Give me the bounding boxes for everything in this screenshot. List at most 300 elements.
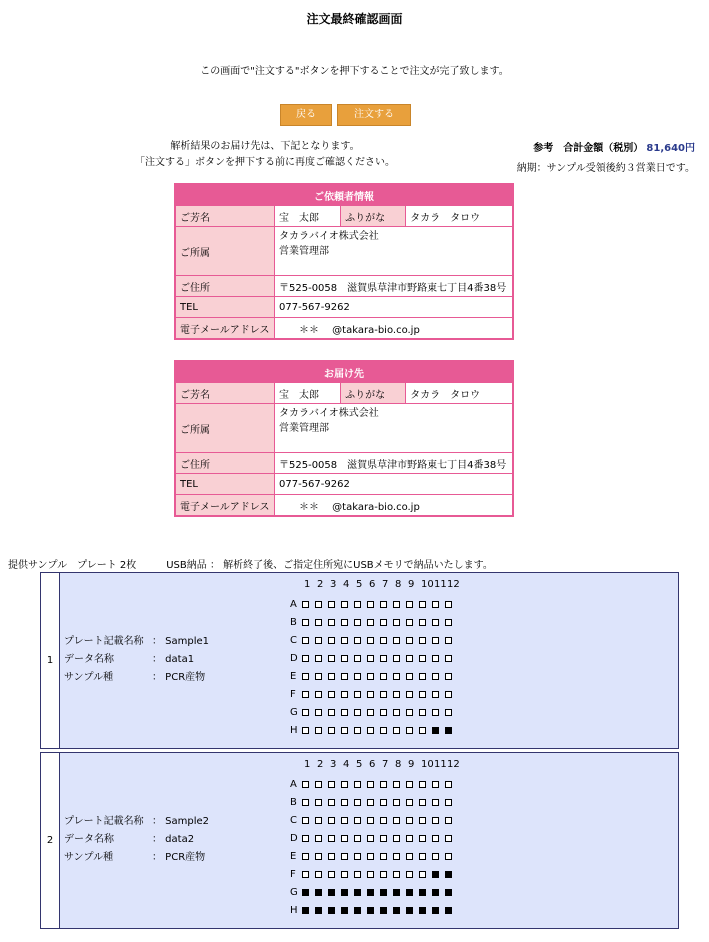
well-cell (315, 853, 322, 860)
well-cell (367, 655, 374, 662)
well-cell (367, 637, 374, 644)
well-cell (367, 889, 374, 896)
well-cell (328, 691, 335, 698)
name-value: 宝 太郎 (275, 206, 341, 227)
well-cell (380, 817, 387, 824)
well-cell (315, 889, 322, 896)
well-cell (341, 601, 348, 608)
well-cell (445, 889, 452, 896)
well-cell (354, 673, 361, 680)
well-cell (341, 889, 348, 896)
well-cell (302, 637, 309, 644)
well-cell (315, 637, 322, 644)
kana-label: ふりがな (341, 206, 406, 227)
well-cell (328, 619, 335, 626)
well-row (290, 829, 460, 847)
plate-card (40, 572, 679, 749)
well-row (290, 649, 460, 667)
well-row (290, 883, 460, 901)
org-line-2: 営業管理部 (279, 246, 329, 257)
well-cell (380, 637, 387, 644)
well-cell (393, 601, 400, 608)
data-name-row (64, 831, 209, 849)
well-cell (445, 691, 452, 698)
column-label: 8 (395, 579, 402, 590)
well-row (290, 667, 460, 685)
plate-name-row (64, 633, 209, 651)
well-cell (393, 907, 400, 914)
column-label: 10 (421, 579, 434, 590)
delivery-note (110, 139, 420, 171)
well-cell (419, 907, 426, 914)
delivery-table (174, 360, 514, 517)
well-cell (406, 619, 413, 626)
well-row (290, 685, 460, 703)
well-cell (302, 655, 309, 662)
well-cell (445, 727, 452, 734)
requester-table (174, 183, 514, 340)
well-cell (354, 691, 361, 698)
well-cell (419, 709, 426, 716)
well-cell (302, 907, 309, 914)
well-cell (432, 871, 439, 878)
row-label: F (290, 868, 296, 880)
well-cell (393, 817, 400, 824)
sample-type-label: サンプル種 (64, 672, 114, 683)
column-label: 11 (434, 579, 447, 590)
column-label: 3 (330, 759, 337, 770)
column-label: 10 (421, 759, 434, 770)
row-label: G (290, 706, 298, 718)
well-cell (380, 799, 387, 806)
well-cell (432, 673, 439, 680)
well-cell (315, 673, 322, 680)
well-cell (315, 907, 322, 914)
row-label: B (290, 796, 297, 808)
well-cell (354, 709, 361, 716)
column-label: 5 (356, 759, 363, 770)
email-label: 電子メールアドレス (175, 318, 275, 340)
sample-type-value: ： PCR産物 (152, 852, 206, 863)
well-cell (419, 799, 426, 806)
well-cell (341, 781, 348, 788)
tel-value: 077-567-9262 (275, 297, 514, 318)
well-cell (341, 709, 348, 716)
well-cell (445, 619, 452, 626)
well-cell (367, 619, 374, 626)
plate-body (60, 573, 678, 748)
well-cell (393, 727, 400, 734)
column-label: 7 (382, 759, 389, 770)
plate-info (64, 813, 209, 867)
well-cell (380, 871, 387, 878)
requester-section (174, 183, 514, 340)
row-label: D (290, 832, 298, 844)
column-label: 9 (408, 759, 415, 770)
well-cell (432, 835, 439, 842)
well-cell (367, 799, 374, 806)
well-cell (406, 871, 413, 878)
well-cell (432, 799, 439, 806)
well-cell (393, 853, 400, 860)
delivery-heading: お届け先 (175, 361, 513, 383)
plate-name-row (64, 813, 209, 831)
well-cell (445, 673, 452, 680)
well-cell (341, 619, 348, 626)
row-label: A (290, 598, 297, 610)
requester-heading: ご依頼者情報 (175, 184, 513, 206)
org-line-1: タカラバイオ株式会社 (279, 231, 379, 242)
sample-summary: 提供サンプル プレート 2枚 USB納品 ： 解析終了後、ご指定住所宛にUSBメモリで納品いたします。 (8, 560, 493, 571)
well-cell (315, 619, 322, 626)
row-label: A (290, 778, 297, 790)
well-cell (302, 781, 309, 788)
org-value (275, 227, 514, 276)
well-cell (432, 907, 439, 914)
well-cell (406, 727, 413, 734)
well-cell (302, 727, 309, 734)
well-cell (393, 691, 400, 698)
column-label: 7 (382, 579, 389, 590)
well-cell (419, 853, 426, 860)
address-label: ご住所 (175, 453, 275, 474)
tel-value: 077-567-9262 (275, 474, 514, 495)
sample-type-label: サンプル種 (64, 852, 114, 863)
well-cell (354, 853, 361, 860)
well-cell (432, 637, 439, 644)
well-cell (406, 601, 413, 608)
well-cell (315, 799, 322, 806)
data-name-label: データ名称 (64, 834, 114, 845)
well-cell (354, 655, 361, 662)
well-cell (341, 907, 348, 914)
plate-name-label: プレート記載名称 (64, 636, 144, 647)
tel-label: TEL (175, 474, 275, 495)
well-cell (380, 853, 387, 860)
well-cell (367, 853, 374, 860)
well-cell (406, 655, 413, 662)
well-cell (432, 619, 439, 626)
well-cell (419, 889, 426, 896)
well-cell (315, 727, 322, 734)
total-summary (480, 139, 695, 179)
column-label: 6 (369, 759, 376, 770)
delivery-time: 納期：サンプル受領後約３営業日です。 (516, 163, 695, 174)
well-cell (354, 601, 361, 608)
column-header (304, 759, 460, 775)
well-cell (328, 799, 335, 806)
well-cell (445, 871, 452, 878)
row-label: B (290, 616, 297, 628)
well-cell (380, 781, 387, 788)
column-label: 4 (343, 759, 350, 770)
kana-value: タカラ タロウ (406, 206, 513, 227)
well-cell (367, 907, 374, 914)
column-label: 2 (317, 759, 324, 770)
well-cell (302, 799, 309, 806)
well-cell (445, 835, 452, 842)
well-cell (406, 673, 413, 680)
well-cell (341, 655, 348, 662)
well-grid (290, 759, 460, 919)
sample-type-row (64, 849, 209, 867)
well-cell (354, 727, 361, 734)
row-label: D (290, 652, 298, 664)
well-cell (406, 907, 413, 914)
well-cell (302, 619, 309, 626)
well-cell (445, 655, 452, 662)
well-cell (406, 817, 413, 824)
column-label: 1 (304, 759, 311, 770)
well-row (290, 811, 460, 829)
well-cell (367, 871, 374, 878)
column-label: 11 (434, 759, 447, 770)
well-cell (354, 835, 361, 842)
well-cell (419, 673, 426, 680)
well-cell (341, 727, 348, 734)
well-cell (380, 691, 387, 698)
well-row (290, 595, 460, 613)
well-cell (406, 709, 413, 716)
well-cell (354, 871, 361, 878)
well-cell (315, 781, 322, 788)
sample-type-row (64, 669, 209, 687)
plate-info (64, 633, 209, 687)
well-row (290, 721, 460, 739)
well-cell (445, 817, 452, 824)
well-cell (432, 709, 439, 716)
tel-label: TEL (175, 297, 275, 318)
well-cell (341, 853, 348, 860)
well-row (290, 865, 460, 883)
name-value: 宝 太郎 (275, 383, 341, 404)
note-line-1: 解析結果のお届け先は、下記となります。 (170, 141, 360, 152)
row-label: E (290, 670, 297, 682)
well-cell (406, 637, 413, 644)
well-cell (380, 727, 387, 734)
well-cell (380, 601, 387, 608)
org-value (275, 404, 514, 453)
well-cell (367, 727, 374, 734)
well-cell (328, 673, 335, 680)
org-label: ご所属 (175, 404, 275, 453)
well-cell (341, 817, 348, 824)
address-label: ご住所 (175, 276, 275, 297)
well-cell (393, 655, 400, 662)
kana-label: ふりがな (341, 383, 406, 404)
note-line-2: 「注文する」ボタンを押下する前に再度ご確認ください。 (135, 157, 395, 168)
well-cell (328, 853, 335, 860)
well-cell (328, 637, 335, 644)
well-cell (406, 835, 413, 842)
well-cell (419, 655, 426, 662)
well-cell (302, 691, 309, 698)
well-cell (341, 637, 348, 644)
well-row (290, 631, 460, 649)
column-label: 5 (356, 579, 363, 590)
well-cell (367, 781, 374, 788)
well-cell (367, 817, 374, 824)
org-line-2: 営業管理部 (279, 423, 329, 434)
well-cell (367, 601, 374, 608)
well-cell (445, 781, 452, 788)
well-row (290, 775, 460, 793)
well-cell (367, 835, 374, 842)
email-value: ＊＊ @takara-bio.co.jp (275, 495, 514, 517)
plate-card (40, 752, 679, 929)
well-cell (419, 601, 426, 608)
well-cell (432, 781, 439, 788)
plate-body (60, 753, 678, 928)
well-row (290, 703, 460, 721)
page-title: 注文最終確認画面 (306, 12, 403, 26)
column-label: 12 (447, 759, 460, 770)
row-label: E (290, 850, 297, 862)
well-cell (328, 781, 335, 788)
well-cell (445, 601, 452, 608)
well-cell (328, 871, 335, 878)
sample-type-value: ： PCR産物 (152, 672, 206, 683)
well-cell (328, 889, 335, 896)
well-cell (445, 907, 452, 914)
well-cell (380, 907, 387, 914)
well-cell (302, 817, 309, 824)
column-label: 1 (304, 579, 311, 590)
well-cell (432, 817, 439, 824)
well-cell (328, 835, 335, 842)
well-cell (406, 853, 413, 860)
column-label: 4 (343, 579, 350, 590)
well-cell (393, 799, 400, 806)
data-name-label: データ名称 (64, 654, 114, 665)
order-button[interactable]: 注文する (337, 104, 411, 126)
well-cell (341, 691, 348, 698)
well-cell (354, 637, 361, 644)
well-cell (432, 889, 439, 896)
well-cell (302, 871, 309, 878)
plate-name-value: ： Sample1 (152, 636, 210, 647)
well-cell (315, 835, 322, 842)
well-cell (380, 619, 387, 626)
well-cell (302, 673, 309, 680)
well-cell (302, 889, 309, 896)
well-cell (393, 673, 400, 680)
org-label: ご所属 (175, 227, 275, 276)
column-label: 12 (447, 579, 460, 590)
row-label: H (290, 724, 298, 736)
row-label: G (290, 886, 298, 898)
well-cell (367, 691, 374, 698)
well-cell (328, 907, 335, 914)
email-label: 電子メールアドレス (175, 495, 275, 517)
column-header (304, 579, 460, 595)
well-cell (432, 601, 439, 608)
plate-name-label: プレート記載名称 (64, 816, 144, 827)
address-value: 〒525-0058 滋賀県草津市野路東七丁目4番38号 (275, 453, 514, 474)
well-cell (328, 709, 335, 716)
column-label: 9 (408, 579, 415, 590)
row-label: C (290, 814, 297, 826)
org-line-1: タカラバイオ株式会社 (279, 408, 379, 419)
well-cell (367, 709, 374, 716)
name-label: ご芳名 (175, 383, 275, 404)
well-cell (393, 637, 400, 644)
well-cell (354, 799, 361, 806)
well-cell (445, 799, 452, 806)
well-cell (354, 889, 361, 896)
name-label: ご芳名 (175, 206, 275, 227)
plate-name-value: ： Sample2 (152, 816, 210, 827)
well-cell (354, 781, 361, 788)
well-cell (315, 871, 322, 878)
well-cell (315, 709, 322, 716)
well-cell (432, 727, 439, 734)
well-cell (432, 655, 439, 662)
well-cell (354, 619, 361, 626)
well-grid (290, 579, 460, 739)
well-cell (302, 853, 309, 860)
back-button[interactable]: 戻る (280, 104, 332, 126)
well-cell (341, 871, 348, 878)
well-cell (445, 637, 452, 644)
well-cell (419, 691, 426, 698)
row-label: H (290, 904, 298, 916)
well-cell (315, 601, 322, 608)
well-cell (419, 637, 426, 644)
well-cell (393, 871, 400, 878)
well-cell (302, 835, 309, 842)
well-cell (341, 799, 348, 806)
well-cell (315, 817, 322, 824)
row-label: C (290, 634, 297, 646)
well-cell (406, 799, 413, 806)
well-cell (380, 835, 387, 842)
well-cell (354, 817, 361, 824)
well-cell (393, 619, 400, 626)
well-cell (393, 709, 400, 716)
total-value: 81,640円 (646, 143, 695, 154)
column-label: 8 (395, 759, 402, 770)
well-cell (419, 835, 426, 842)
well-cell (419, 817, 426, 824)
well-cell (393, 889, 400, 896)
delivery-section (174, 360, 514, 517)
plate-number: 1 (41, 573, 60, 748)
column-label: 2 (317, 579, 324, 590)
data-name-row (64, 651, 209, 669)
well-cell (380, 889, 387, 896)
well-cell (302, 709, 309, 716)
well-row (290, 793, 460, 811)
kana-value: タカラ タロウ (406, 383, 513, 404)
well-cell (432, 853, 439, 860)
well-cell (419, 871, 426, 878)
well-cell (328, 817, 335, 824)
intro-text: この画面で"注文する"ボタンを押下することで注文が完了致します。 (200, 66, 509, 77)
well-cell (328, 601, 335, 608)
well-cell (432, 691, 439, 698)
total-line (480, 139, 695, 159)
well-cell (419, 727, 426, 734)
well-cell (445, 853, 452, 860)
data-name-value: ： data2 (152, 834, 195, 845)
well-row (290, 901, 460, 919)
address-value: 〒525-0058 滋賀県草津市野路東七丁目4番38号 (275, 276, 514, 297)
well-cell (341, 673, 348, 680)
well-cell (445, 709, 452, 716)
total-label: 参考 合計金額（税別） (533, 143, 644, 154)
well-row (290, 613, 460, 631)
